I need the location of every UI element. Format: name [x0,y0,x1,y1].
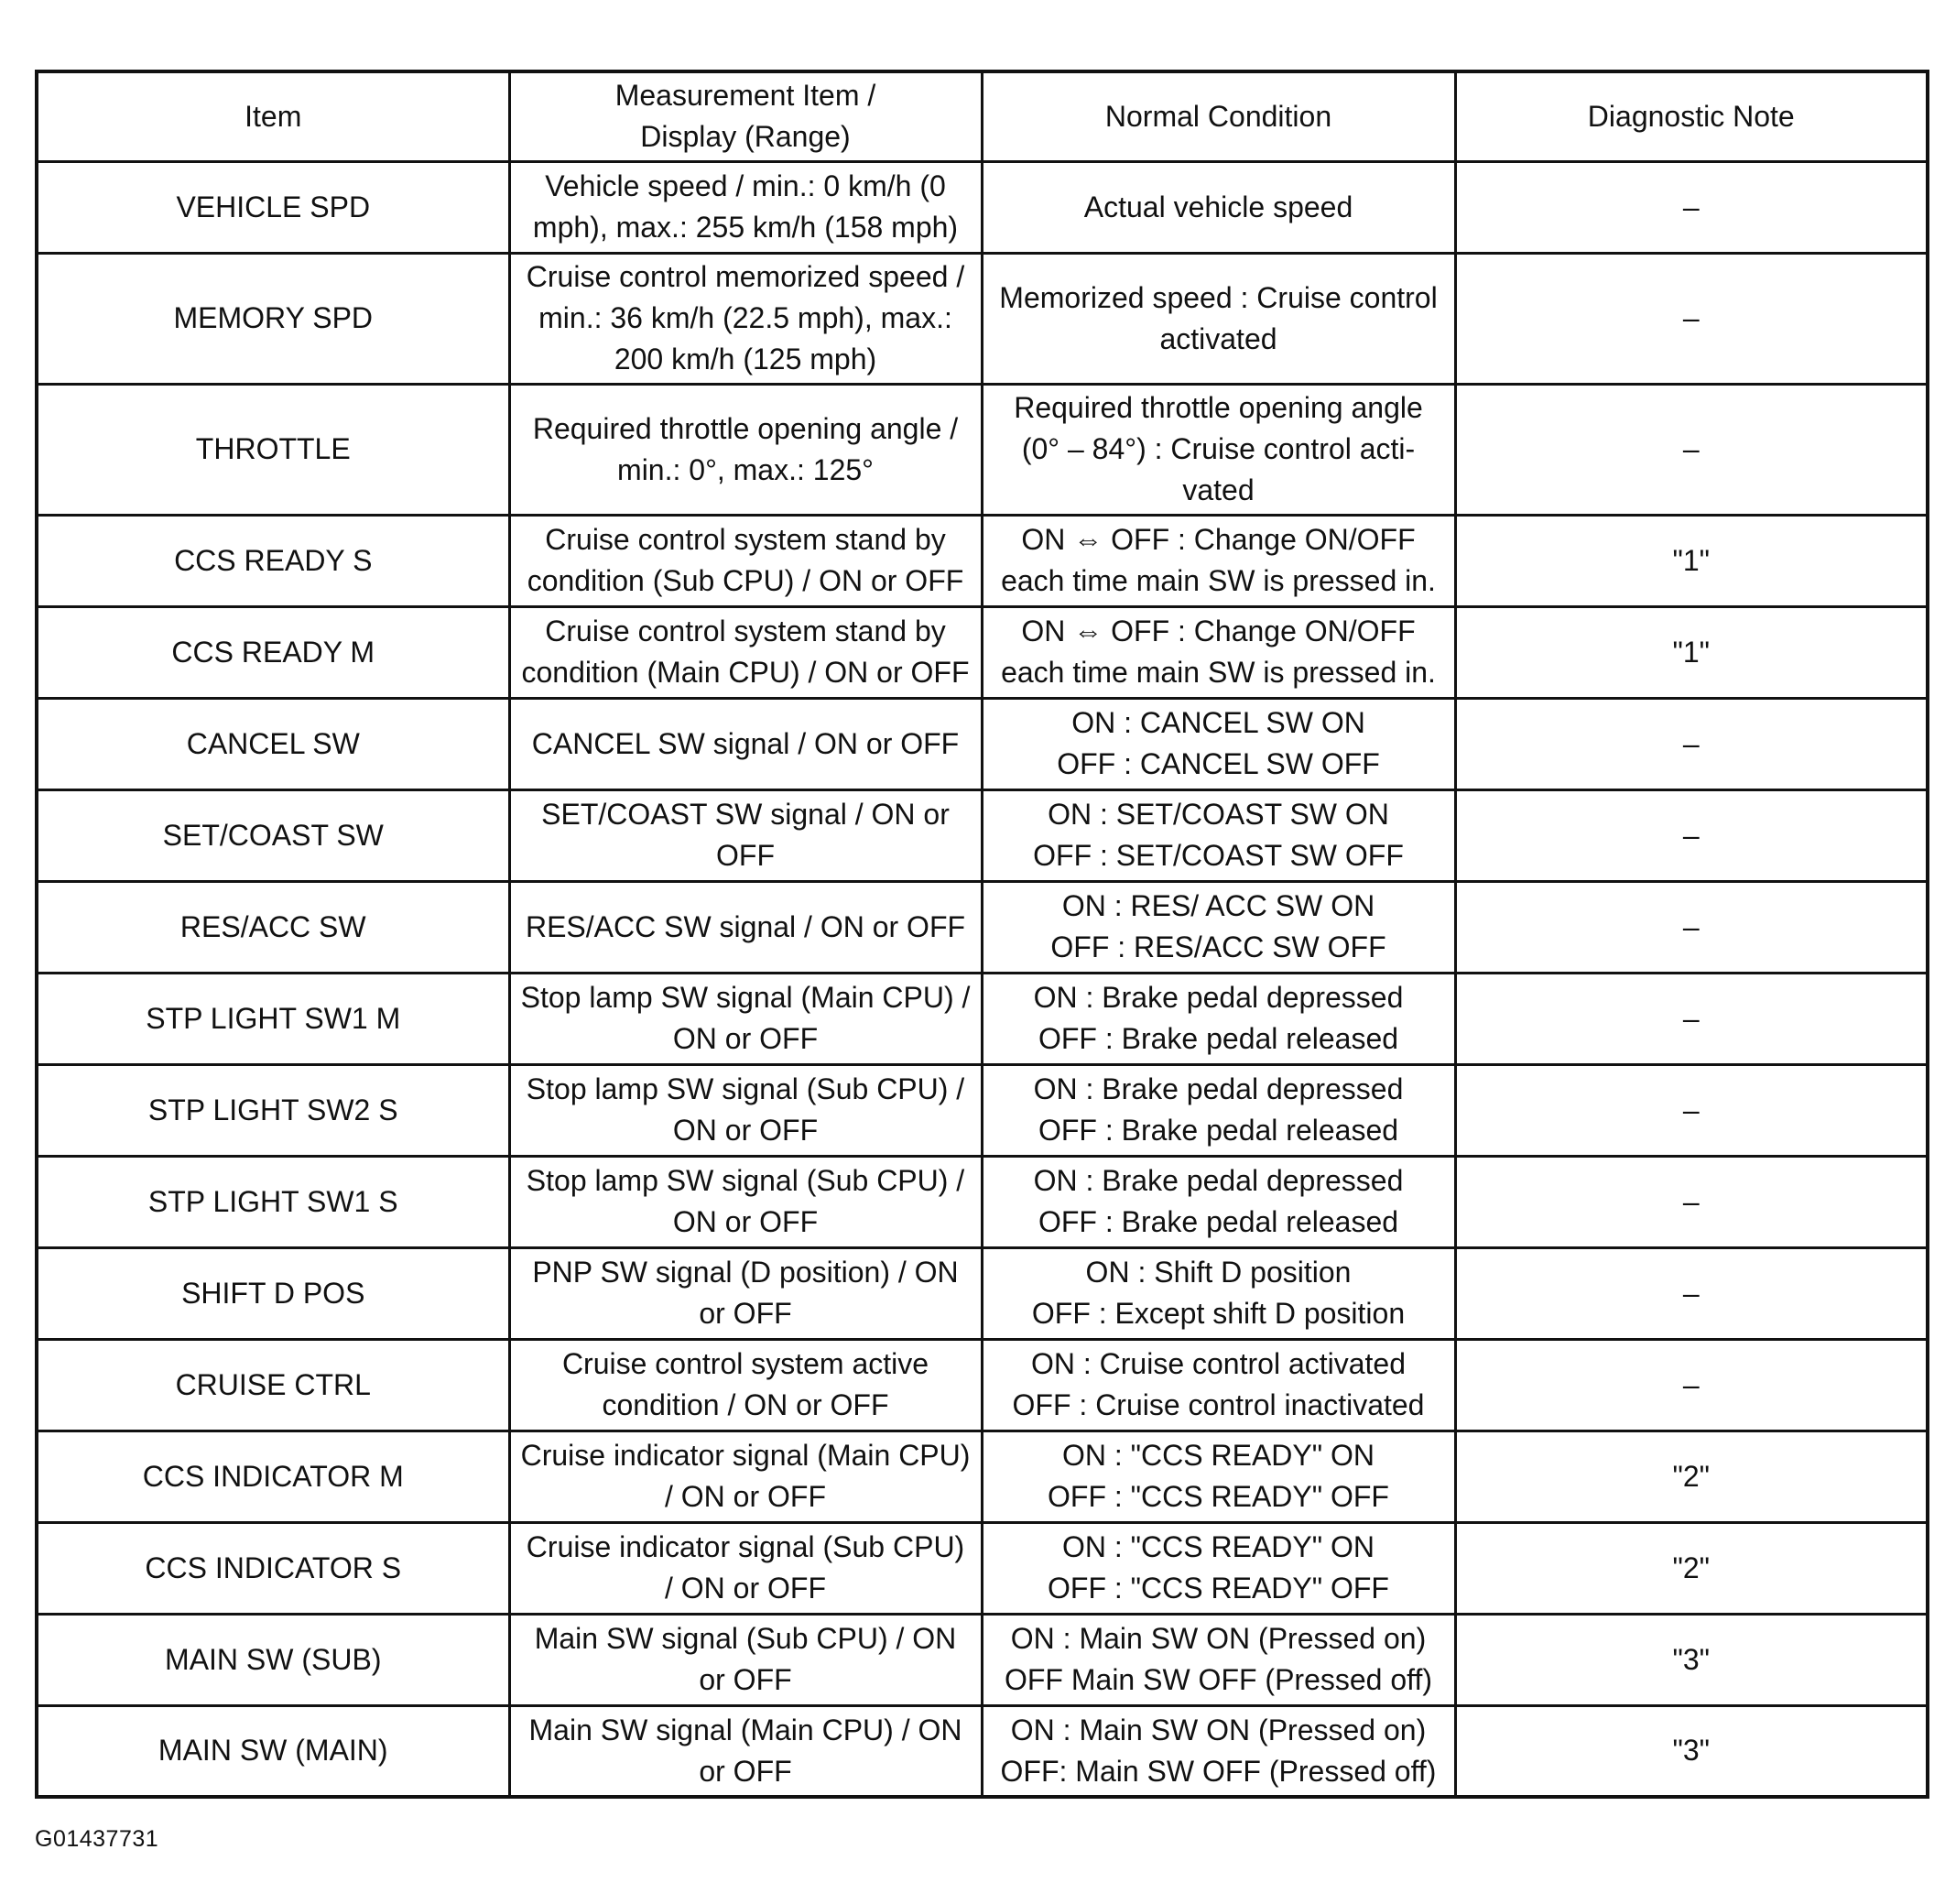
item-cell: CCS READY S [37,515,509,606]
normal-condition-cell: ON ⇔ OFF : Change ON/OFF each time main SW is pressed in. [982,515,1455,606]
table-row [37,1339,1928,1431]
table-row [37,1431,1928,1522]
diagnostic-note-cell: – [1455,384,1928,515]
header-normal-condition: Normal Condition [982,71,1455,161]
measurement-cell: CANCEL SW signal / ON or OFF [509,698,982,789]
measurement-cell: Vehicle speed / min.: 0 km/h (0 mph), max.: 255 km/h (158 mph) [509,161,982,253]
table-row [37,1247,1928,1339]
normal-condition-cell: ON : Shift D position OFF : Except shift D position [982,1247,1455,1339]
normal-condition-cell: ON : "CCS READY" ON OFF : "CCS READY" OFF [982,1431,1455,1522]
table-row [37,606,1928,698]
table-row [37,253,1928,384]
normal-condition-cell: ON : Brake pedal depressed OFF : Brake pedal released [982,1064,1455,1156]
normal-condition-cell: ON : SET/COAST SW ON OFF : SET/COAST SW OFF [982,789,1455,881]
item-cell: STP LIGHT SW1 S [37,1156,509,1247]
item-cell: CCS INDICATOR M [37,1431,509,1522]
measurement-cell: Stop lamp SW signal (Sub CPU) / ON or OFF [509,1064,982,1156]
header-row [37,71,1928,161]
normal-condition-cell: ON : Brake pedal depressed OFF : Brake pedal released [982,973,1455,1064]
item-cell: RES/ACC SW [37,881,509,973]
table-row [37,789,1928,881]
item-cell: STP LIGHT SW1 M [37,973,509,1064]
diagnostic-note-cell: – [1455,253,1928,384]
table-row [37,161,1928,253]
table-row [37,1614,1928,1705]
table-row [37,1156,1928,1247]
measurement-cell: Main SW signal (Main CPU) / ON or OFF [509,1705,982,1797]
table-header [37,71,1928,161]
measurement-cell: Cruise control system active condition / ON or OFF [509,1339,982,1431]
diagnostic-note-cell: – [1455,1064,1928,1156]
measurement-cell: Required throttle opening angle / min.: 0°, max.: 125° [509,384,982,515]
diagnostic-note-cell: – [1455,698,1928,789]
item-cell: MAIN SW (SUB) [37,1614,509,1705]
item-cell: MEMORY SPD [37,253,509,384]
normal-condition-cell: ON : RES/ ACC SW ON OFF : RES/ACC SW OFF [982,881,1455,973]
measurement-cell: Cruise control memorized speed / min.: 36 km/h (22.5 mph), max.: 200 km/h (125 mph) [509,253,982,384]
diagnostic-note-cell: – [1455,973,1928,1064]
normal-condition-cell: Actual vehicle speed [982,161,1455,253]
measurement-cell: Main SW signal (Sub CPU) / ON or OFF [509,1614,982,1705]
normal-condition-cell: Required throttle opening angle (0° – 84°) : Cruise control acti- vated [982,384,1455,515]
table-row [37,384,1928,515]
diagnostic-note-cell: – [1455,881,1928,973]
item-cell: CRUISE CTRL [37,1339,509,1431]
table-row [37,698,1928,789]
item-cell: THROTTLE [37,384,509,515]
diagnostic-note-cell: – [1455,789,1928,881]
normal-condition-cell: ON : Main SW ON (Pressed on) OFF: Main SW OFF (Pressed off) [982,1705,1455,1797]
diagnostic-note-cell: "1" [1455,606,1928,698]
diagnostic-note-cell: – [1455,161,1928,253]
header-item: Item [37,71,509,161]
header-diagnostic-note: Diagnostic Note [1455,71,1928,161]
table-row [37,1522,1928,1614]
normal-condition-cell: ON : CANCEL SW ON OFF : CANCEL SW OFF [982,698,1455,789]
table-row [37,515,1928,606]
header-measurement-item: Measurement Item / Display (Range) [509,71,982,161]
measurement-cell: Stop lamp SW signal (Sub CPU) / ON or OFF [509,1156,982,1247]
measurement-cell: Cruise indicator signal (Sub CPU) / ON or OFF [509,1522,982,1614]
table-body [37,161,1928,1797]
diagnostic-note-cell: – [1455,1156,1928,1247]
item-cell: SET/COAST SW [37,789,509,881]
measurement-cell: Stop lamp SW signal (Main CPU) / ON or OFF [509,973,982,1064]
measurement-cell: Cruise indicator signal (Main CPU) / ON or OFF [509,1431,982,1522]
measurement-cell: Cruise control system stand by condition (Sub CPU) / ON or OFF [509,515,982,606]
normal-condition-cell: ON ⇔ OFF : Change ON/OFF each time main SW is pressed in. [982,606,1455,698]
diagnostic-note-cell: "2" [1455,1522,1928,1614]
measurement-cell: Cruise control system stand by condition (Main CPU) / ON or OFF [509,606,982,698]
diagnostic-note-cell: – [1455,1339,1928,1431]
diagnostic-note-cell: – [1455,1247,1928,1339]
normal-condition-cell: ON : Main SW ON (Pressed on) OFF Main SW OFF (Pressed off) [982,1614,1455,1705]
measurement-cell: PNP SW signal (D position) / ON or OFF [509,1247,982,1339]
diagnostic-note-cell: "1" [1455,515,1928,606]
item-cell: CCS INDICATOR S [37,1522,509,1614]
measurement-cell: RES/ACC SW signal / ON or OFF [509,881,982,973]
normal-condition-cell: ON : "CCS READY" ON OFF : "CCS READY" OFF [982,1522,1455,1614]
normal-condition-cell: ON : Cruise control activated OFF : Cruise control inactivated [982,1339,1455,1431]
normal-condition-cell: Memorized speed : Cruise control activated [982,253,1455,384]
table-row [37,1705,1928,1797]
item-cell: CCS READY M [37,606,509,698]
diagnostic-data-table [35,70,1929,1799]
item-cell: STP LIGHT SW2 S [37,1064,509,1156]
diagnostic-note-cell: "2" [1455,1431,1928,1522]
item-cell: SHIFT D POS [37,1247,509,1339]
diagnostic-note-cell: "3" [1455,1614,1928,1705]
normal-condition-cell: ON : Brake pedal depressed OFF : Brake pedal released [982,1156,1455,1247]
item-cell: CANCEL SW [37,698,509,789]
measurement-cell: SET/COAST SW signal / ON or OFF [509,789,982,881]
item-cell: VEHICLE SPD [37,161,509,253]
item-cell: MAIN SW (MAIN) [37,1705,509,1797]
table-row [37,881,1928,973]
diagnostic-note-cell: "3" [1455,1705,1928,1797]
table-row [37,973,1928,1064]
figure-id-label: G01437731 [35,1826,159,1852]
table-row [37,1064,1928,1156]
